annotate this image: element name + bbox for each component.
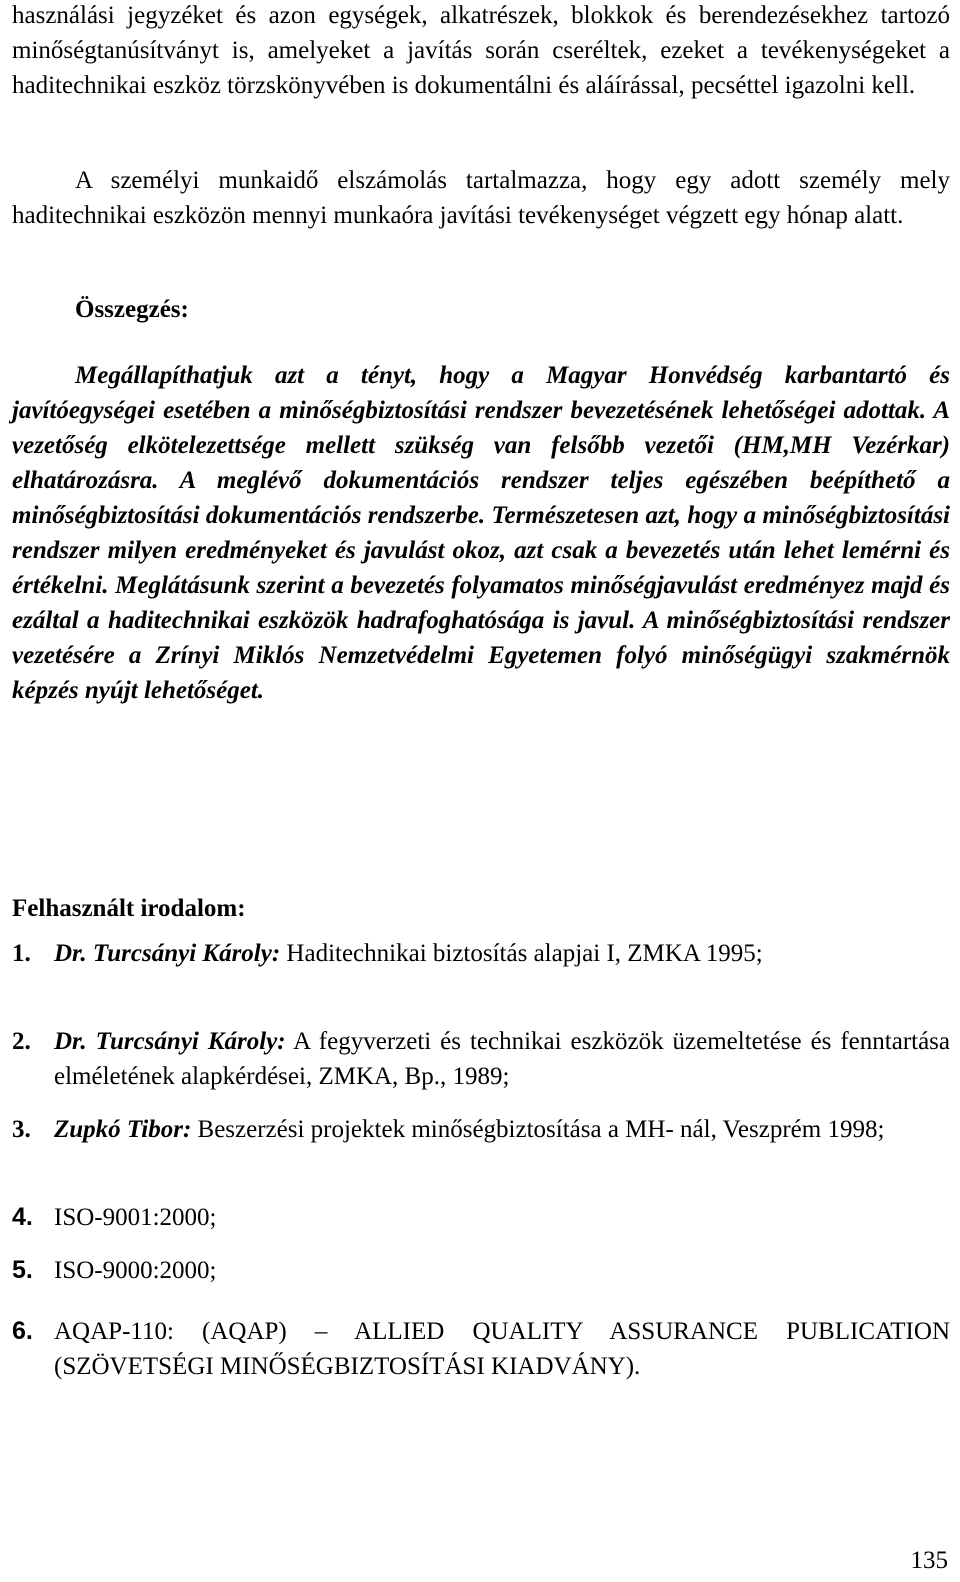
reference-number: 4. <box>12 1203 33 1231</box>
reference-number: 5. <box>12 1256 33 1284</box>
reference-item <box>12 1253 950 1288</box>
reference-number: 6. <box>12 1317 33 1345</box>
reference-item <box>12 1024 950 1094</box>
summary-text: Megállapíthatjuk azt a tényt, hogy a Magyar Honvédség karbantartó és javítóegységei esetében a minőségbiztosítási rendszer bevezetésének lehetőségei adottak. A vezetőség elkötelezettsége mellett szükség van felsőbb vezetői (HM,MH Vezérkar) elhatározásra. A meglévő dokumentációs rendszer teljes egészében beépíthető a minőségbiztosítási dokumentációs rendszerbe. Természetesen azt, hogy a minőségbiztosítási rendszer milyen eredményeket és javulást okoz, azt csak a bevezetés után lehet lemérni és értékelni. Meglátásunk szerint a bevezetés folyamatos minőségjavulást eredményez majd és ezáltal a haditechnikai eszközök hadrafoghatósága is javul. A minőségbiztosítási rendszer vezetésére a Zrínyi Miklós Nemzetvédelmi Egyetemen folyó minőségügyi szakmérnök képzés nyújt lehetőséget. <box>12 362 950 704</box>
reference-item <box>12 936 950 971</box>
reference-body <box>54 1314 950 1384</box>
paragraph-continued: használási jegyzéket és azon egységek, alkatrészek, blokkok és berendezésekhez tartozó minőségtanúsítványt is, amelyeket a javítás során cseréltek, ezeket a tevékenységeket a haditechnikai eszköz törzskönyvében is dokumentálni és aláírással, pecséttel igazolni kell. <box>12 2 950 99</box>
reference-body <box>54 1112 950 1147</box>
reference-item <box>12 1200 950 1235</box>
paragraph-work-hours: A személyi munkaidő elszámolás tartalmazza, hogy egy adott személy mely haditechnikai eszközön mennyi munkaóra javítási tevékenységet végzett egy hónap alatt. <box>12 167 950 229</box>
page-number: 135 <box>910 1547 948 1574</box>
summary-heading: Összegzés: <box>75 296 189 323</box>
reference-item <box>12 1314 950 1384</box>
reference-body <box>54 936 950 971</box>
reference-author: Dr. Turcsányi Károly: <box>54 1028 286 1055</box>
reference-text: ISO-9001:2000; <box>54 1204 217 1231</box>
reference-text: Beszerzési projektek minőségbiztosítása a MH- nál, Veszprém 1998; <box>191 1116 885 1143</box>
reference-text: A fegyverzeti és technikai eszközök üzemeltetése és fenntartása elméletének alapkérdései, ZMKA, Bp., 1989; <box>54 1028 951 1090</box>
reference-author: Dr. Turcsányi Károly: <box>54 940 281 967</box>
reference-text: Haditechnikai biztosítás alapjai I, ZMKA 1995; <box>280 940 763 967</box>
reference-body <box>54 1024 950 1094</box>
reference-number: 1. <box>12 940 31 967</box>
reference-text: AQAP-110: (AQAP) – ALLIED QUALITY ASSURANCE PUBLICATION (SZÖVETSÉGI MINŐSÉGBIZTOSÍTÁSI KIADVÁNY). <box>54 1318 950 1380</box>
reference-body <box>54 1200 950 1235</box>
reference-number: 2. <box>12 1028 31 1055</box>
reference-number: 3. <box>12 1116 31 1143</box>
reference-body <box>54 1253 950 1288</box>
reference-text: ISO-9000:2000; <box>54 1257 217 1284</box>
reference-item <box>12 1112 950 1147</box>
reference-author: Zupkó Tibor: <box>54 1116 192 1143</box>
references-heading: Felhasznált irodalom: <box>12 895 246 922</box>
